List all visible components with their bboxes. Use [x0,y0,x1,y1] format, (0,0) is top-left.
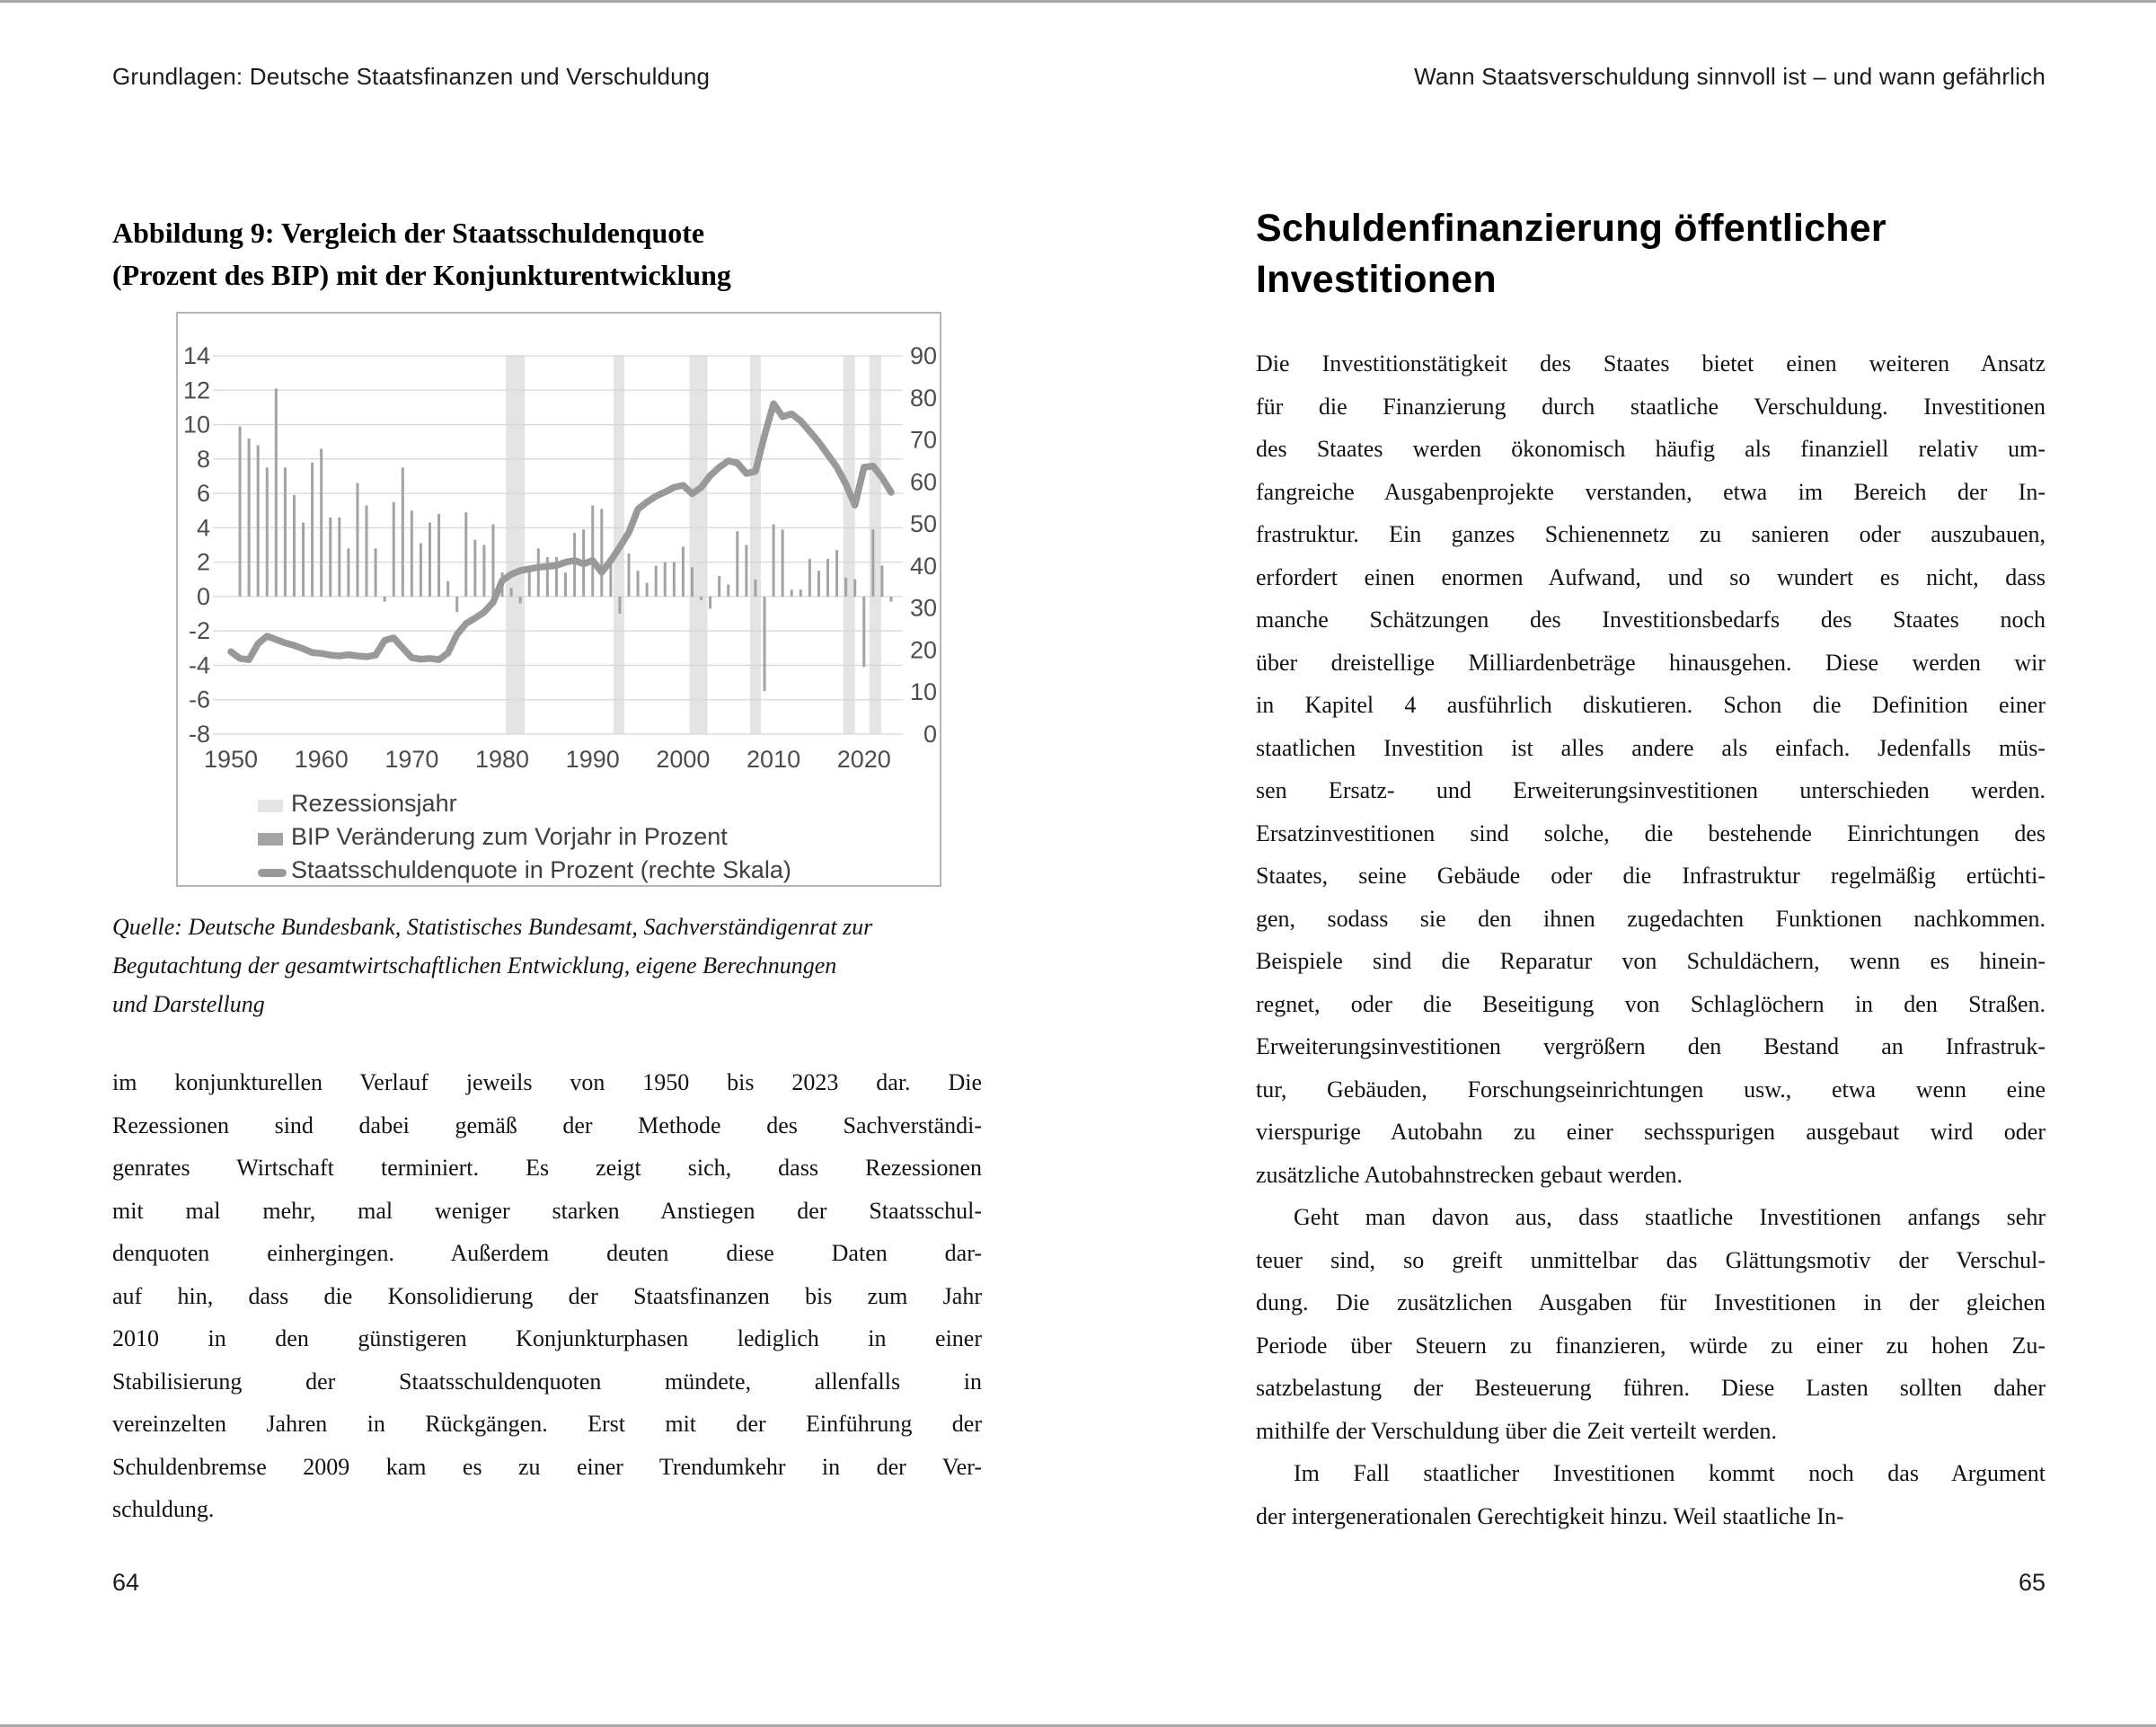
figure-chart [176,312,941,887]
text-line: im konjunkturellen Verlauf jeweils von 1950 bis 2023 dar. Die [112,1069,982,1095]
text-line: satzbelastung der Besteuerung führen. Diese Lasten sollten daher [1256,1375,2046,1401]
text-line: vereinzelten Jahren in Rückgängen. Erst mit der Einführung der [112,1411,982,1437]
gridlines [213,356,903,734]
svg-text:6: 6 [196,480,210,508]
text-line: Erweiterungsinvestitionen vergrößern den Bestand an Infrastruk- [1256,1033,2046,1059]
section-heading-line: Investitionen [1256,258,1497,301]
svg-text:-2: -2 [188,617,210,645]
text-line: schuldung. [112,1496,215,1522]
text-line: in Kapitel 4 ausführlich diskutieren. Schon die Definition einer [1256,692,2046,718]
text-line: teuer sind, so greift unmittelbar das Glättungsmotiv der Verschul- [1256,1246,2046,1273]
text-line: auf hin, dass die Konsolidierung der Staatsfinanzen bis zum Jahr [112,1282,982,1309]
paragraph [1256,1196,2046,1452]
svg-text:8: 8 [196,445,210,473]
svg-text:Staatsschuldenquote in Prozent: Staatsschuldenquote in Prozent (rechte Skala) [291,856,791,883]
svg-text:1960: 1960 [294,746,349,773]
svg-text:2020: 2020 [836,746,891,773]
svg-text:1990: 1990 [565,746,620,773]
text-line: regnet, oder die Beseitigung von Schlaglöchern in den Straßen. [1256,990,2046,1017]
text-line: genrates Wirtschaft terminiert. Es zeigt sich, dass Rezessionen [112,1155,982,1181]
svg-text:1950: 1950 [203,746,259,773]
figure-title [112,212,982,297]
text-line: manche Schätzungen des Investitionsbedarfs des Staates noch [1256,607,2046,633]
text-line: dung. Die zusätzlichen Ausgaben für Investitionen in der gleichen [1256,1289,2046,1315]
svg-text:2000: 2000 [656,746,711,773]
figure-title-line: (Prozent des BIP) mit der Konjunkturentwicklung [112,259,731,291]
text-line: Ersatzinvestitionen sind solche, die bestehende Einrichtungen des [1256,819,2046,846]
svg-text:40: 40 [909,552,937,580]
body-text-right [1256,342,2046,1537]
svg-text:0: 0 [923,721,937,748]
svg-text:14: 14 [182,342,210,369]
text-line: Die Investitionstätigkeit des Staates bietet einen weiteren Ansatz [1256,350,2046,376]
svg-text:4: 4 [196,514,210,542]
svg-text:70: 70 [909,426,937,454]
svg-text:2010: 2010 [747,746,801,773]
text-line: denquoten einhergingen. Außerdem deuten diese Daten dar- [112,1240,982,1266]
svg-text:Rezessionsjahr: Rezessionsjahr [291,790,457,817]
text-line: Beispiele sind die Reparatur von Schuldächern, wenn es hinein- [1256,948,2046,974]
debt-ratio-chart [176,312,941,887]
text-line: mithilfe der Verschuldung über die Zeit verteilt werden. [1256,1417,1777,1444]
svg-text:90: 90 [909,342,937,369]
svg-text:12: 12 [182,376,210,404]
svg-text:10: 10 [909,678,937,706]
text-line: der intergenerationalen Gerechtigkeit hinzu. Weil staatliche In- [1256,1502,1844,1529]
text-line: Stabilisierung der Staatsschuldenquoten mündete, allenfalls in [112,1368,982,1395]
text-line: Im Fall staatlicher Investitionen kommt noch das Argument [1294,1460,2046,1486]
text-line: Quelle: Deutsche Bundesbank, Statistisches Bundesamt, Sachverständigenrat zur [112,914,873,940]
text-line: tur, Gebäuden, Forschungseinrichtungen usw., etwa wenn eine [1256,1076,2046,1103]
svg-text:0: 0 [196,582,210,610]
text-line: des Staates werden ökonomisch häufig als finanziell relativ um- [1256,436,2046,462]
svg-text:-6: -6 [188,686,210,713]
svg-text:-4: -4 [188,651,210,679]
text-line: Periode über Steuern zu finanzieren, würde zu einer zu hohen Zu- [1256,1332,2046,1359]
page-number-right: 65 [2018,1569,2046,1596]
gdp-growth-bars [239,388,893,691]
left-axis-labels [183,342,210,748]
svg-text:80: 80 [909,384,937,412]
svg-text:-8: -8 [188,721,210,748]
svg-text:20: 20 [909,636,937,664]
text-line: frastruktur. Ein ganzes Schienennetz zu sanieren oder auszubauen, [1256,521,2046,547]
text-line: vierspurige Autobahn zu einer sechsspurigen ausgebaut wird oder [1256,1119,2046,1145]
text-line: Staates, seine Gebäude oder die Infrastruktur regelmäßig ertüchti- [1256,863,2046,889]
text-line: fangreiche Ausgabenprojekte verstanden, etwa im Bereich der In- [1256,478,2046,505]
svg-text:2: 2 [196,548,210,576]
text-line: und Darstellung [112,991,265,1017]
text-line: zusätzliche Autobahnstrecken gebaut werden. [1256,1161,1683,1188]
text-line: sen Ersatz- und Erweiterungsinvestitionen unterschieden werden. [1256,777,2046,803]
svg-text:30: 30 [909,594,937,622]
svg-text:BIP Veränderung zum Vorjahr in: BIP Veränderung zum Vorjahr in Prozent [291,823,728,850]
text-line: Begutachtung der gesamtwirtschaftlichen Entwicklung, eigene Berechnungen [112,952,837,979]
text-line: 2010 in den günstigeren Konjunkturphasen lediglich in einer [112,1325,982,1351]
body-text-left [112,1061,982,1531]
paragraph [1256,1452,2046,1537]
svg-text:50: 50 [909,510,937,538]
text-line: gen, sodass sie den ihnen zugedachten Funktionen nachkommen. [1256,905,2046,932]
running-head-right: Wann Staatsverschuldung sinnvoll ist – und wann gefährlich [1414,63,2046,90]
svg-text:1970: 1970 [384,746,439,773]
running-head-left: Grundlagen: Deutsche Staatsfinanzen und Verschuldung [112,63,711,90]
text-line: für die Finanzierung durch staatliche Verschuldung. Investitionen [1256,393,2046,420]
text-line: über dreistellige Milliardenbeträge hinausgehen. Diese werden wir [1256,649,2046,676]
text-line: mit mal mehr, mal weniger starken Anstiegen der Staatsschul- [112,1197,982,1224]
svg-text:60: 60 [909,468,937,496]
figure-source [112,908,982,1023]
section-heading [1256,203,2046,306]
text-line: Schuldenbremse 2009 kam es zu einer Trendumkehr in der Ver- [112,1453,982,1480]
text-line: Geht man davon aus, dass staatliche Investitionen anfangs sehr [1294,1204,2046,1230]
x-axis-labels [204,746,891,773]
paragraph [1256,342,2046,1196]
chart-legend [258,790,791,883]
top-rule [0,0,2156,3]
recession-bands [506,356,881,734]
section-heading-line: Schuldenfinanzierung öffentlicher [1256,207,1886,250]
page-number-left: 64 [112,1569,140,1596]
text-line: staatlichen Investition ist alles andere als einfach. Jedenfalls müs- [1256,734,2046,761]
right-axis-labels [910,342,937,748]
text-line: Rezessionen sind dabei gemäß der Methode des Sachverständi- [112,1111,982,1138]
figure-title-line: Abbildung 9: Vergleich der Staatsschuldenquote [112,217,705,249]
text-line: erfordert einen enormen Aufwand, und so wundert es nicht, dass [1256,563,2046,590]
svg-text:10: 10 [182,411,210,438]
svg-text:1980: 1980 [475,746,530,773]
